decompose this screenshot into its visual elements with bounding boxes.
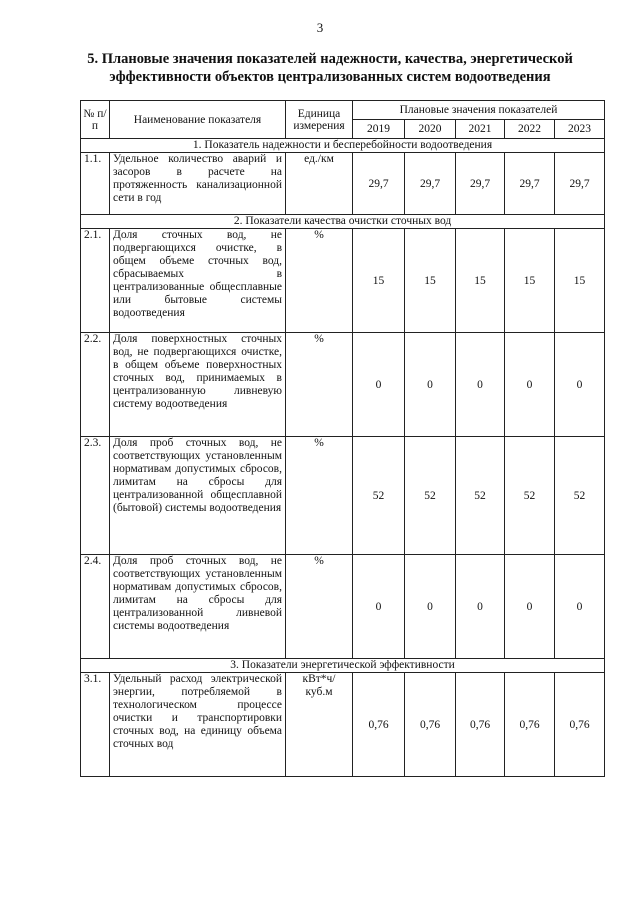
header-year-2019: 2019 xyxy=(353,120,405,139)
table-row xyxy=(81,153,605,215)
row-value-2020: 52 xyxy=(405,437,456,555)
row-value-2023: 0 xyxy=(555,555,605,659)
table-row xyxy=(81,555,605,659)
row-name: Доля поверхностных сточных вод, не подвергающихся очистке, в общем объеме поверхностных сточных вод, принимаемых в централизованную ливневую систему водоотведения xyxy=(110,333,286,437)
section-header-row xyxy=(81,215,605,229)
page-number: 3 xyxy=(316,20,324,35)
row-num: 3.1. xyxy=(81,673,110,777)
row-value-2023: 52 xyxy=(555,437,605,555)
row-value-2021: 52 xyxy=(456,437,505,555)
table-row xyxy=(81,333,605,437)
row-unit: кВт*ч/ куб.м xyxy=(286,673,353,777)
header-year-2021: 2021 xyxy=(456,120,505,139)
document-title xyxy=(60,50,600,86)
row-num: 2.2. xyxy=(81,333,110,437)
row-value-2021: 15 xyxy=(456,229,505,333)
row-value-2023: 29,7 xyxy=(555,153,605,215)
section-3-title: 3. Показатели энергетической эффективности xyxy=(81,659,605,673)
row-value-2019: 0 xyxy=(353,555,405,659)
row-unit: % xyxy=(286,333,353,437)
table-row xyxy=(81,229,605,333)
row-name: Доля проб сточных вод, не соответствующих установленным нормативам допустимых сбросов, лимитам на сбросы для централизованной ливневой системы водоотведения xyxy=(110,555,286,659)
header-num: № п/п xyxy=(81,101,110,139)
indicators-table xyxy=(80,100,605,777)
row-value-2020: 29,7 xyxy=(405,153,456,215)
row-unit: ед./км xyxy=(286,153,353,215)
header-unit: Единица измерения xyxy=(286,101,353,139)
header-year-2020: 2020 xyxy=(405,120,456,139)
title-line-2: эффективности объектов централизованных систем водоотведения xyxy=(109,69,551,85)
row-value-2019: 15 xyxy=(353,229,405,333)
header-year-2022: 2022 xyxy=(505,120,555,139)
table-header-row xyxy=(81,101,605,120)
row-value-2022: 15 xyxy=(505,229,555,333)
row-unit: % xyxy=(286,437,353,555)
table-row xyxy=(81,673,605,777)
title-line-1: 5. Плановые значения показателей надежности, качества, энергетической xyxy=(87,51,573,67)
row-num: 2.3. xyxy=(81,437,110,555)
row-value-2021: 29,7 xyxy=(456,153,505,215)
row-name: Доля сточных вод, не подвергающихся очистке, в общем объеме сточных вод, сбрасываемых в централизованные общесплавные или бытовые системы водоотведения xyxy=(110,229,286,333)
row-value-2020: 0,76 xyxy=(405,673,456,777)
row-value-2019: 29,7 xyxy=(353,153,405,215)
row-value-2020: 0 xyxy=(405,333,456,437)
row-value-2019: 0 xyxy=(353,333,405,437)
row-value-2021: 0 xyxy=(456,555,505,659)
row-num: 2.4. xyxy=(81,555,110,659)
header-planned-values: Плановые значения показателей xyxy=(353,101,605,120)
row-num: 1.1. xyxy=(81,153,110,215)
row-value-2023: 0,76 xyxy=(555,673,605,777)
row-value-2023: 0 xyxy=(555,333,605,437)
row-value-2022: 0 xyxy=(505,333,555,437)
row-value-2019: 52 xyxy=(353,437,405,555)
row-num: 2.1. xyxy=(81,229,110,333)
row-value-2023: 15 xyxy=(555,229,605,333)
row-name: Удельное количество аварий и засоров в расчете на протяженность канализационной сети в год xyxy=(110,153,286,215)
section-2-title: 2. Показатели качества очистки сточных вод xyxy=(81,215,605,229)
header-name: Наименование показателя xyxy=(110,101,286,139)
section-header-row xyxy=(81,659,605,673)
row-value-2022: 52 xyxy=(505,437,555,555)
header-year-2023: 2023 xyxy=(555,120,605,139)
row-name: Доля проб сточных вод, не соответствующих установленным нормативам допустимых сбросов, лимитам на сбросы для централизованной общесплавной (бытовой) системы водоотведения xyxy=(110,437,286,555)
row-value-2022: 0 xyxy=(505,555,555,659)
section-1-title: 1. Показатель надежности и бесперебойности водоотведения xyxy=(81,139,605,153)
row-value-2019: 0,76 xyxy=(353,673,405,777)
row-value-2022: 29,7 xyxy=(505,153,555,215)
row-value-2021: 0 xyxy=(456,333,505,437)
row-value-2022: 0,76 xyxy=(505,673,555,777)
section-header-row xyxy=(81,139,605,153)
table-row xyxy=(81,437,605,555)
row-unit: % xyxy=(286,555,353,659)
row-value-2020: 15 xyxy=(405,229,456,333)
row-unit: % xyxy=(286,229,353,333)
row-value-2021: 0,76 xyxy=(456,673,505,777)
row-value-2020: 0 xyxy=(405,555,456,659)
row-name: Удельный расход электрической энергии, потребляемой в технологическом процессе очистки и транспортировки сточных вод, на единицу объема сточных вод xyxy=(110,673,286,777)
